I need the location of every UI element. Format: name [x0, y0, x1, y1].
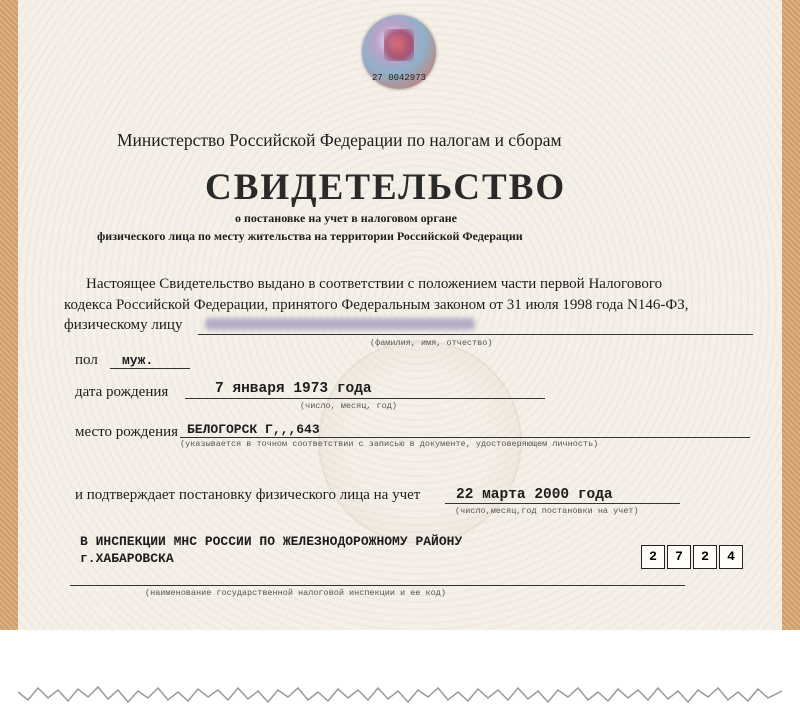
birth-place-value: БЕЛОГОРСК Г,,,643: [187, 422, 320, 437]
sex-value: муж.: [122, 353, 154, 368]
ministry-name: Министерство Российской Федерации по налогам и сборам: [117, 130, 562, 150]
body-line-2: кодекса Российской Федерации, принятого Федеральным законом от 31 июля 1998 года N146-ФЗ,: [64, 297, 689, 313]
code-digit: 4: [719, 545, 743, 569]
confirm-date-value: 22 марта 2000 года: [456, 487, 613, 503]
person-label: физическому лицу: [64, 317, 183, 333]
confirm-line: [445, 503, 680, 504]
code-digit: 7: [667, 545, 691, 569]
birth-date-value: 7 января 1973 года: [215, 381, 372, 397]
redacted-name: [205, 318, 475, 330]
birth-place-line: [180, 437, 750, 438]
body-line-1: Настоящее Свидетельство выдано в соответствии с положением части первой Налогового: [86, 276, 663, 292]
confirm-label: и подтверждает постановку физического лица на учет: [75, 487, 421, 503]
birth-place-hint: (указывается в точном соответствии с записью в документе, удостоверяющем личность): [180, 439, 599, 449]
inspection-line-2: г.ХАБАРОВСКА: [80, 551, 174, 566]
hologram-seal: [362, 15, 436, 89]
sex-label: пол: [75, 352, 98, 368]
person-line: [198, 334, 753, 335]
hologram-serial: 27 0042973: [372, 73, 427, 83]
birth-date-hint: (число, месяц, год): [300, 401, 397, 411]
inspection-line-1: В ИНСПЕКЦИИ МНС РОССИИ ПО ЖЕЛЕЗНОДОРОЖНОМУ РАЙОНУ: [80, 534, 463, 549]
birth-date-label: дата рождения: [75, 384, 169, 400]
sex-line: [110, 368, 190, 369]
code-digit: 2: [641, 545, 665, 569]
eagle-emblem-icon: [384, 29, 414, 61]
confirm-hint: (число,месяц,год постановки на учет): [455, 506, 639, 516]
birth-date-line: [185, 398, 545, 399]
certificate-title: СВИДЕТЕЛЬСТВО: [205, 167, 567, 208]
inspection-line: [70, 585, 685, 586]
torn-edge: [18, 630, 782, 710]
certificate-subtitle-1: о постановке на учет в налоговом органе: [235, 211, 458, 225]
code-digit: 2: [693, 545, 717, 569]
certificate-subtitle-2: физического лица по месту жительства на территории Российской Федерации: [97, 229, 523, 243]
person-hint: (фамилия, имя, отчество): [370, 338, 493, 348]
inspection-hint: (наименование государственной налоговой инспекции и ее код): [145, 588, 446, 598]
birth-place-label: место рождения: [75, 424, 179, 440]
